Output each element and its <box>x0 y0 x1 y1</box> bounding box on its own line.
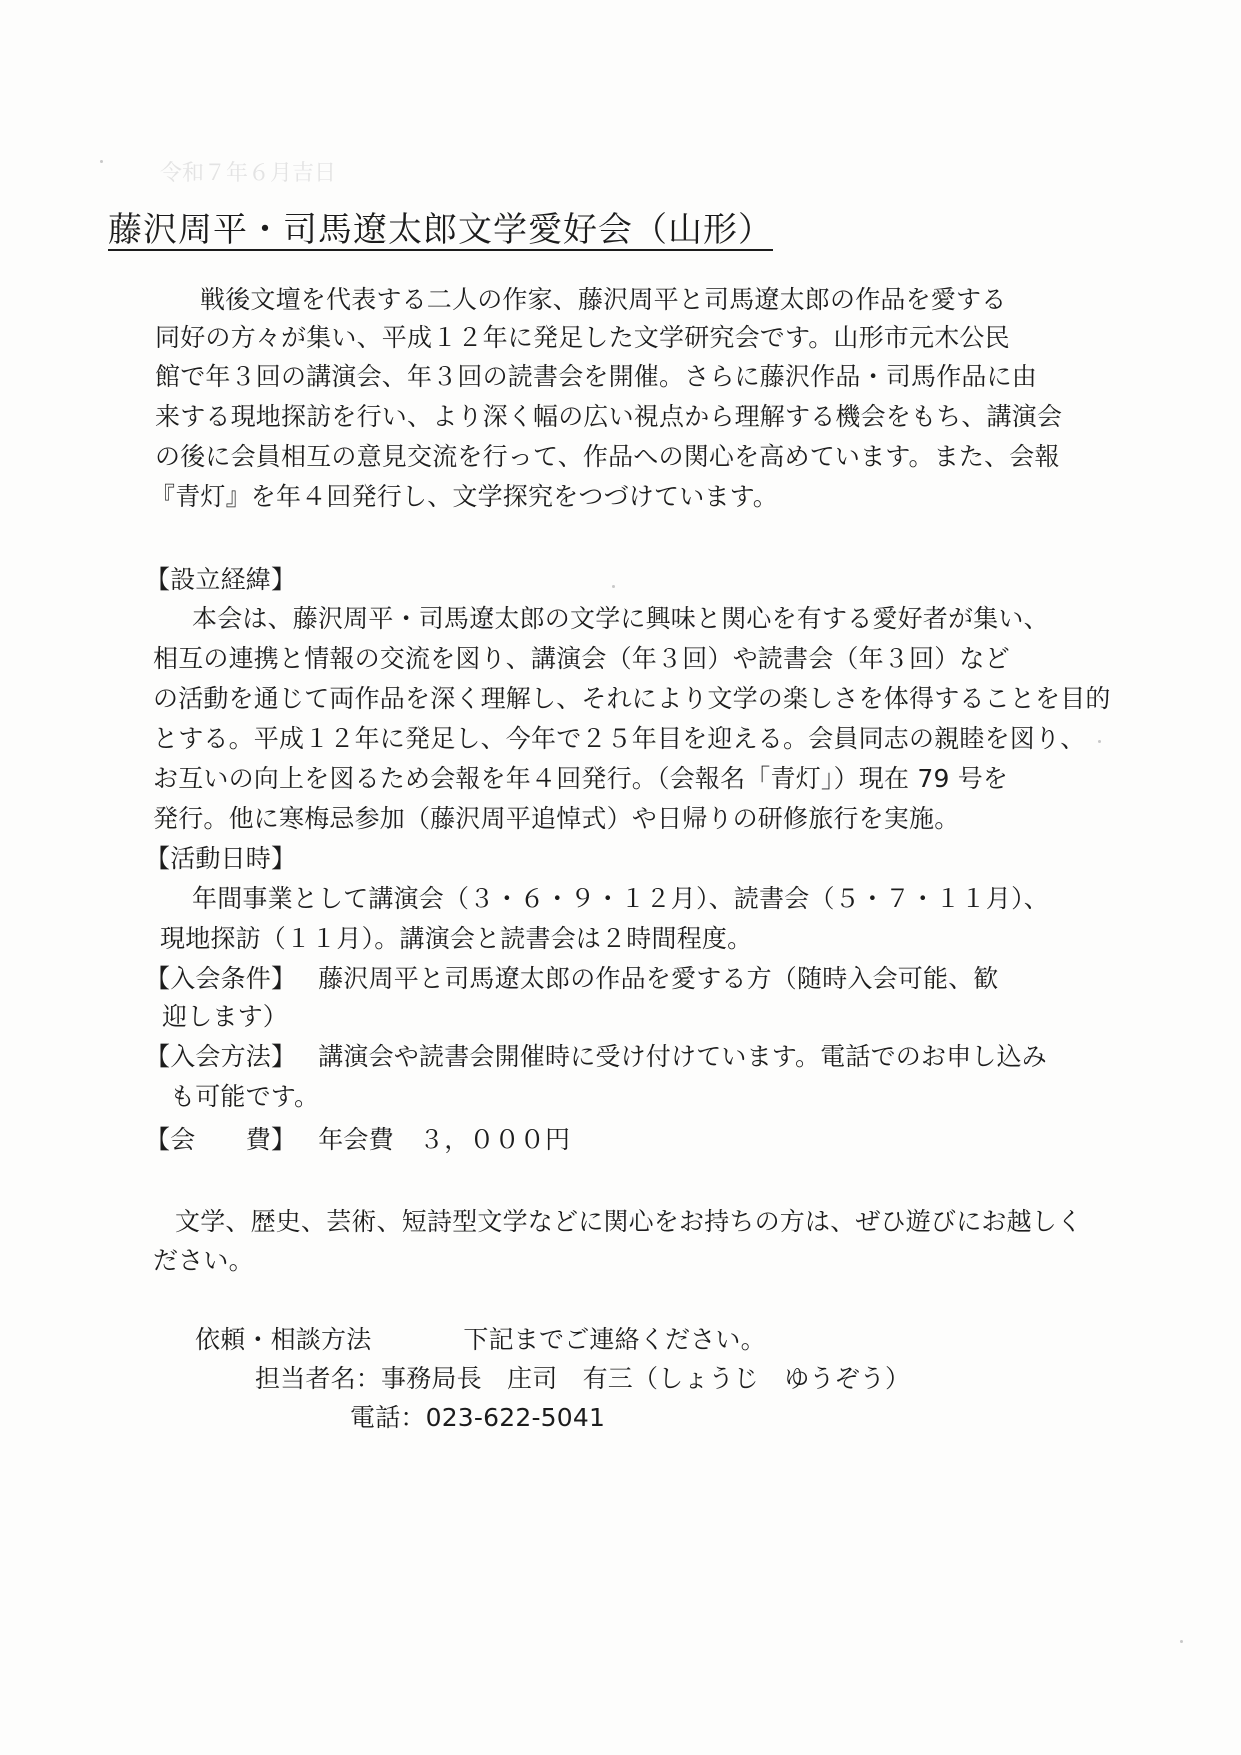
contact-person: 担当者名：事務局長 庄司 有三（しょうじ ゆうぞう） <box>255 1364 911 1393</box>
fee-label: 【会 費】 <box>145 1125 297 1154</box>
membership-conditions-label: 【入会条件】 <box>145 964 297 993</box>
membership-method-label: 【入会方法】 <box>145 1042 297 1071</box>
membership-method-continuation: も可能です。 <box>170 1082 320 1111</box>
fee-value: 年会費 ３，０００円 <box>318 1125 571 1154</box>
faint-bleed-through-date: 令和７年６月吉日 <box>160 161 337 186</box>
establishment-line: の活動を通じて両作品を深く理解し、それにより文学の楽しさを体得することを目的 <box>153 684 1111 713</box>
membership-conditions-continuation: 迎します） <box>162 1002 289 1031</box>
document-title: 藤沢周平・司馬遼太郎文学愛好会（山形） <box>108 210 773 250</box>
contact-method-value: 下記までご連絡ください。 <box>463 1325 766 1354</box>
contact-phone: 電話：023-622-5041 <box>350 1403 606 1432</box>
scan-speck <box>100 160 103 163</box>
membership-method-value: 講演会や読書会開催時に受け付けています。電話でのお申し込み <box>318 1042 1048 1071</box>
contact-method-label: 依頼・相談方法 <box>195 1325 372 1354</box>
closing-line: ださい。 <box>153 1246 254 1275</box>
establishment-line: 発行。他に寒梅忌参加（藤沢周平追悼式）や日帰りの研修旅行を実施。 <box>153 804 960 833</box>
intro-line: 館で年３回の講演会、年３回の読書会を開催。さらに藤沢作品・司馬作品に由 <box>155 362 1038 391</box>
intro-line: 『青灯』を年４回発行し、文学探究をつづけています。 <box>150 482 779 511</box>
establishment-heading: 【設立経緯】 <box>145 565 297 594</box>
intro-line: 来する現地探訪を行い、より深く幅の広い視点から理解する機会をもち、講演会 <box>155 402 1063 431</box>
scan-speck <box>1180 1640 1183 1643</box>
scan-speck <box>612 585 615 588</box>
activity-heading: 【活動日時】 <box>145 844 297 873</box>
activity-line: 現地探訪（１１月）。講演会と読書会は２時間程度。 <box>160 924 753 953</box>
membership-conditions-value: 藤沢周平と司馬遼太郎の作品を愛する方（随時入会可能、歓 <box>318 964 999 993</box>
establishment-line: とする。平成１２年に発足し、今年で２５年目を迎える。会員同志の親睦を図り、 <box>153 724 1086 753</box>
closing-line: 文学、歴史、芸術、短詩型文学などに関心をお持ちの方は、ぜひ遊びにお越しく <box>175 1207 1083 1236</box>
establishment-line: お互いの向上を図るため会報を年４回発行。（会報名「青灯」）現在 79 号を <box>153 764 1009 793</box>
establishment-line: 本会は、藤沢周平・司馬遼太郎の文学に興味と関心を有する愛好者が集い、 <box>192 604 1049 633</box>
intro-line: 戦後文壇を代表する二人の作家、藤沢周平と司馬遼太郎の作品を愛する <box>200 285 1007 314</box>
establishment-line: 相互の連携と情報の交流を図り、講演会（年３回）や読書会（年３回）など <box>153 644 1010 673</box>
intro-line: 同好の方々が集い、平成１２年に発足した文学研究会です。山形市元木公民 <box>155 323 1010 352</box>
activity-line: 年間事業として講演会（３・６・９・１２月）、読書会（５・７・１１月）、 <box>192 884 1050 913</box>
intro-line: の後に会員相互の意見交流を行って、作品への関心を高めています。また、会報 <box>155 442 1060 471</box>
scan-speck <box>1098 740 1101 743</box>
